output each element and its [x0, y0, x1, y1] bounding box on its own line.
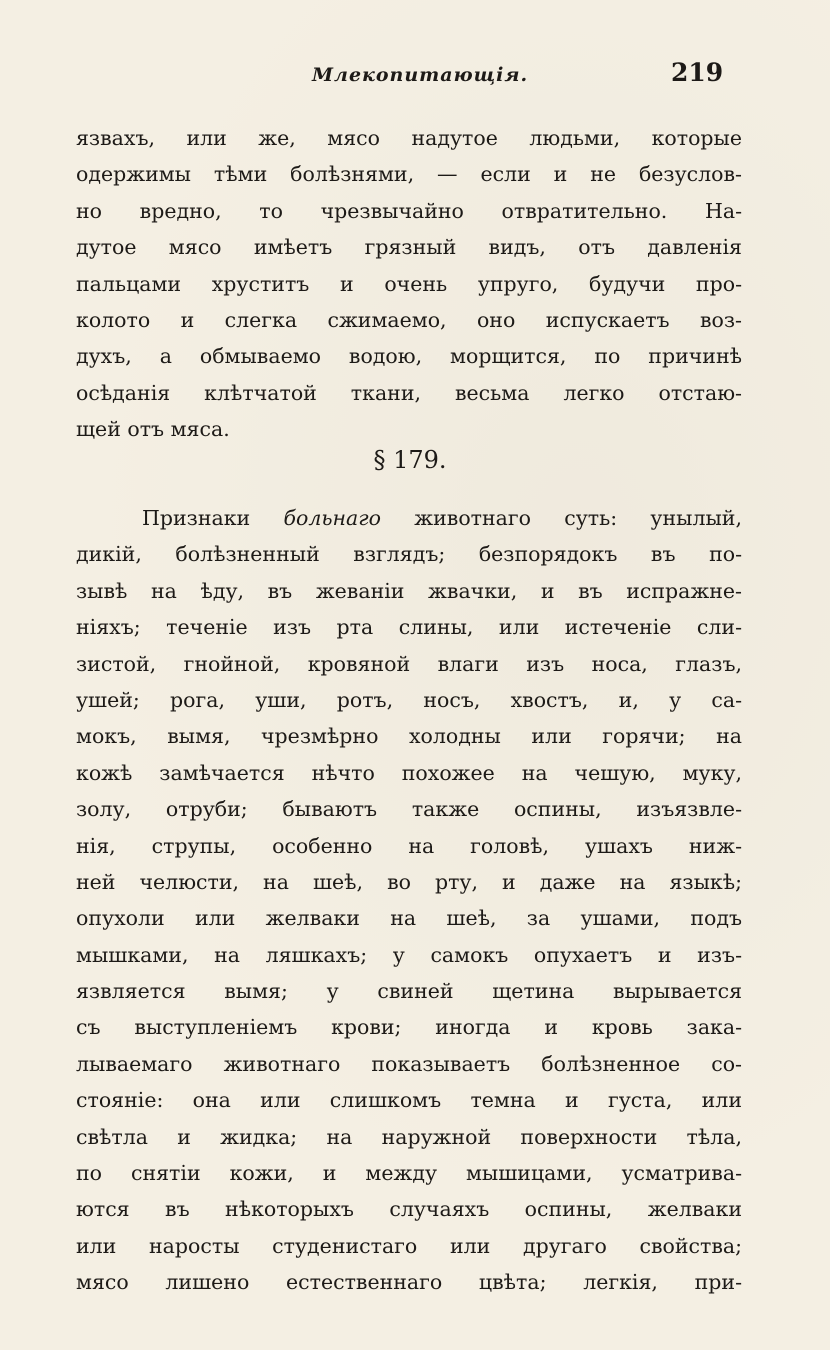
- text-line: или наросты студенистаго или другаго свойства;: [76, 1233, 742, 1258]
- text-end: животнаго суть: унылый,: [414, 506, 742, 530]
- text-start: Признаки: [142, 506, 251, 530]
- text-line: ются въ нѣкоторыхъ случаяхъ оспины, желваки: [76, 1197, 742, 1222]
- text-line: мокъ, вымя, чрезмѣрно холодны или горячи; на: [76, 724, 742, 749]
- text-line: духъ, а обмываемо водою, морщится, по причинѣ: [76, 344, 742, 369]
- text-line: по снятіи кожи, и между мышицами, усматрива-: [76, 1161, 742, 1186]
- running-head: [0, 60, 830, 94]
- text-line: зистой, гнойной, кровяной влаги изъ носа, глазъ,: [76, 651, 742, 676]
- text-line: опухоли или желваки на шеѣ, за ушами, подъ: [76, 906, 742, 931]
- section-heading: [0, 446, 830, 474]
- section-number: § 179.: [373, 446, 447, 474]
- text-line: стояніе: она или слишкомъ темна и густа, или: [76, 1088, 742, 1113]
- text-line: лываемаго животнаго показываетъ болѣзненное со-: [76, 1051, 742, 1076]
- text-line-first: [76, 500, 742, 536]
- paragraph-2: [76, 500, 742, 1301]
- text-line: кожѣ замѣчается нѣчто похожее на чешую, муку,: [76, 760, 742, 785]
- text-line: одержимы тѣми болѣзнями, — если и не безуслов-: [76, 162, 742, 187]
- text-line: язвахъ, или же, мясо надутое людьми, которые: [76, 126, 742, 150]
- text-line: дутое мясо имѣетъ грязный видъ, отъ давленія: [76, 235, 742, 260]
- text-line: дикій, болѣзненный взглядъ; безпорядокъ въ по-: [76, 542, 742, 567]
- text-line: язвляется вымя; у свиней щетина вырывается: [76, 979, 742, 1004]
- text-line: мышками, на ляшкахъ; у самокъ опухаетъ и изъ-: [76, 942, 742, 967]
- text-line: осѣданія клѣтчатой ткани, весьма легко отстаю-: [76, 380, 742, 405]
- text-line: щей отъ мяса.: [76, 417, 230, 442]
- text-line: ушей; рога, уши, ротъ, носъ, хвостъ, и, у са-: [76, 687, 742, 712]
- text-line: пальцами хруститъ и очень упруго, будучи про-: [76, 271, 742, 296]
- text-line: нія, струпы, особенно на головѣ, ушахъ ниж-: [76, 833, 742, 858]
- text-line: колото и слегка сжимаемо, оно испускаетъ воз-: [76, 307, 742, 332]
- text-line: золу, отруби; бываютъ также оспины, изъязвле-: [76, 797, 742, 822]
- text-line: ней челюсти, на шеѣ, во рту, и даже на языкѣ;: [76, 869, 742, 894]
- text-line: мясо лишено естественнаго цвѣта; легкія, при-: [76, 1270, 742, 1295]
- running-title: Млекопитающія.: [312, 64, 529, 86]
- paragraph-1: [76, 120, 742, 448]
- italic-word: больнаго: [283, 506, 381, 530]
- text-line: но вредно, то чрезвычайно отвратительно. На-: [76, 198, 742, 223]
- page-number: 219: [671, 58, 724, 87]
- text-line: свѣтла и жидка; на наружной поверхности тѣла,: [76, 1124, 742, 1149]
- text-line: ніяхъ; теченіе изъ рта слины, или истеченіе сли-: [76, 615, 742, 640]
- text-line: зывѣ на ѣду, въ жеваніи жвачки, и въ испражне-: [76, 578, 742, 603]
- text-line: съ выступленіемъ крови; иногда и кровь зака-: [76, 1015, 742, 1040]
